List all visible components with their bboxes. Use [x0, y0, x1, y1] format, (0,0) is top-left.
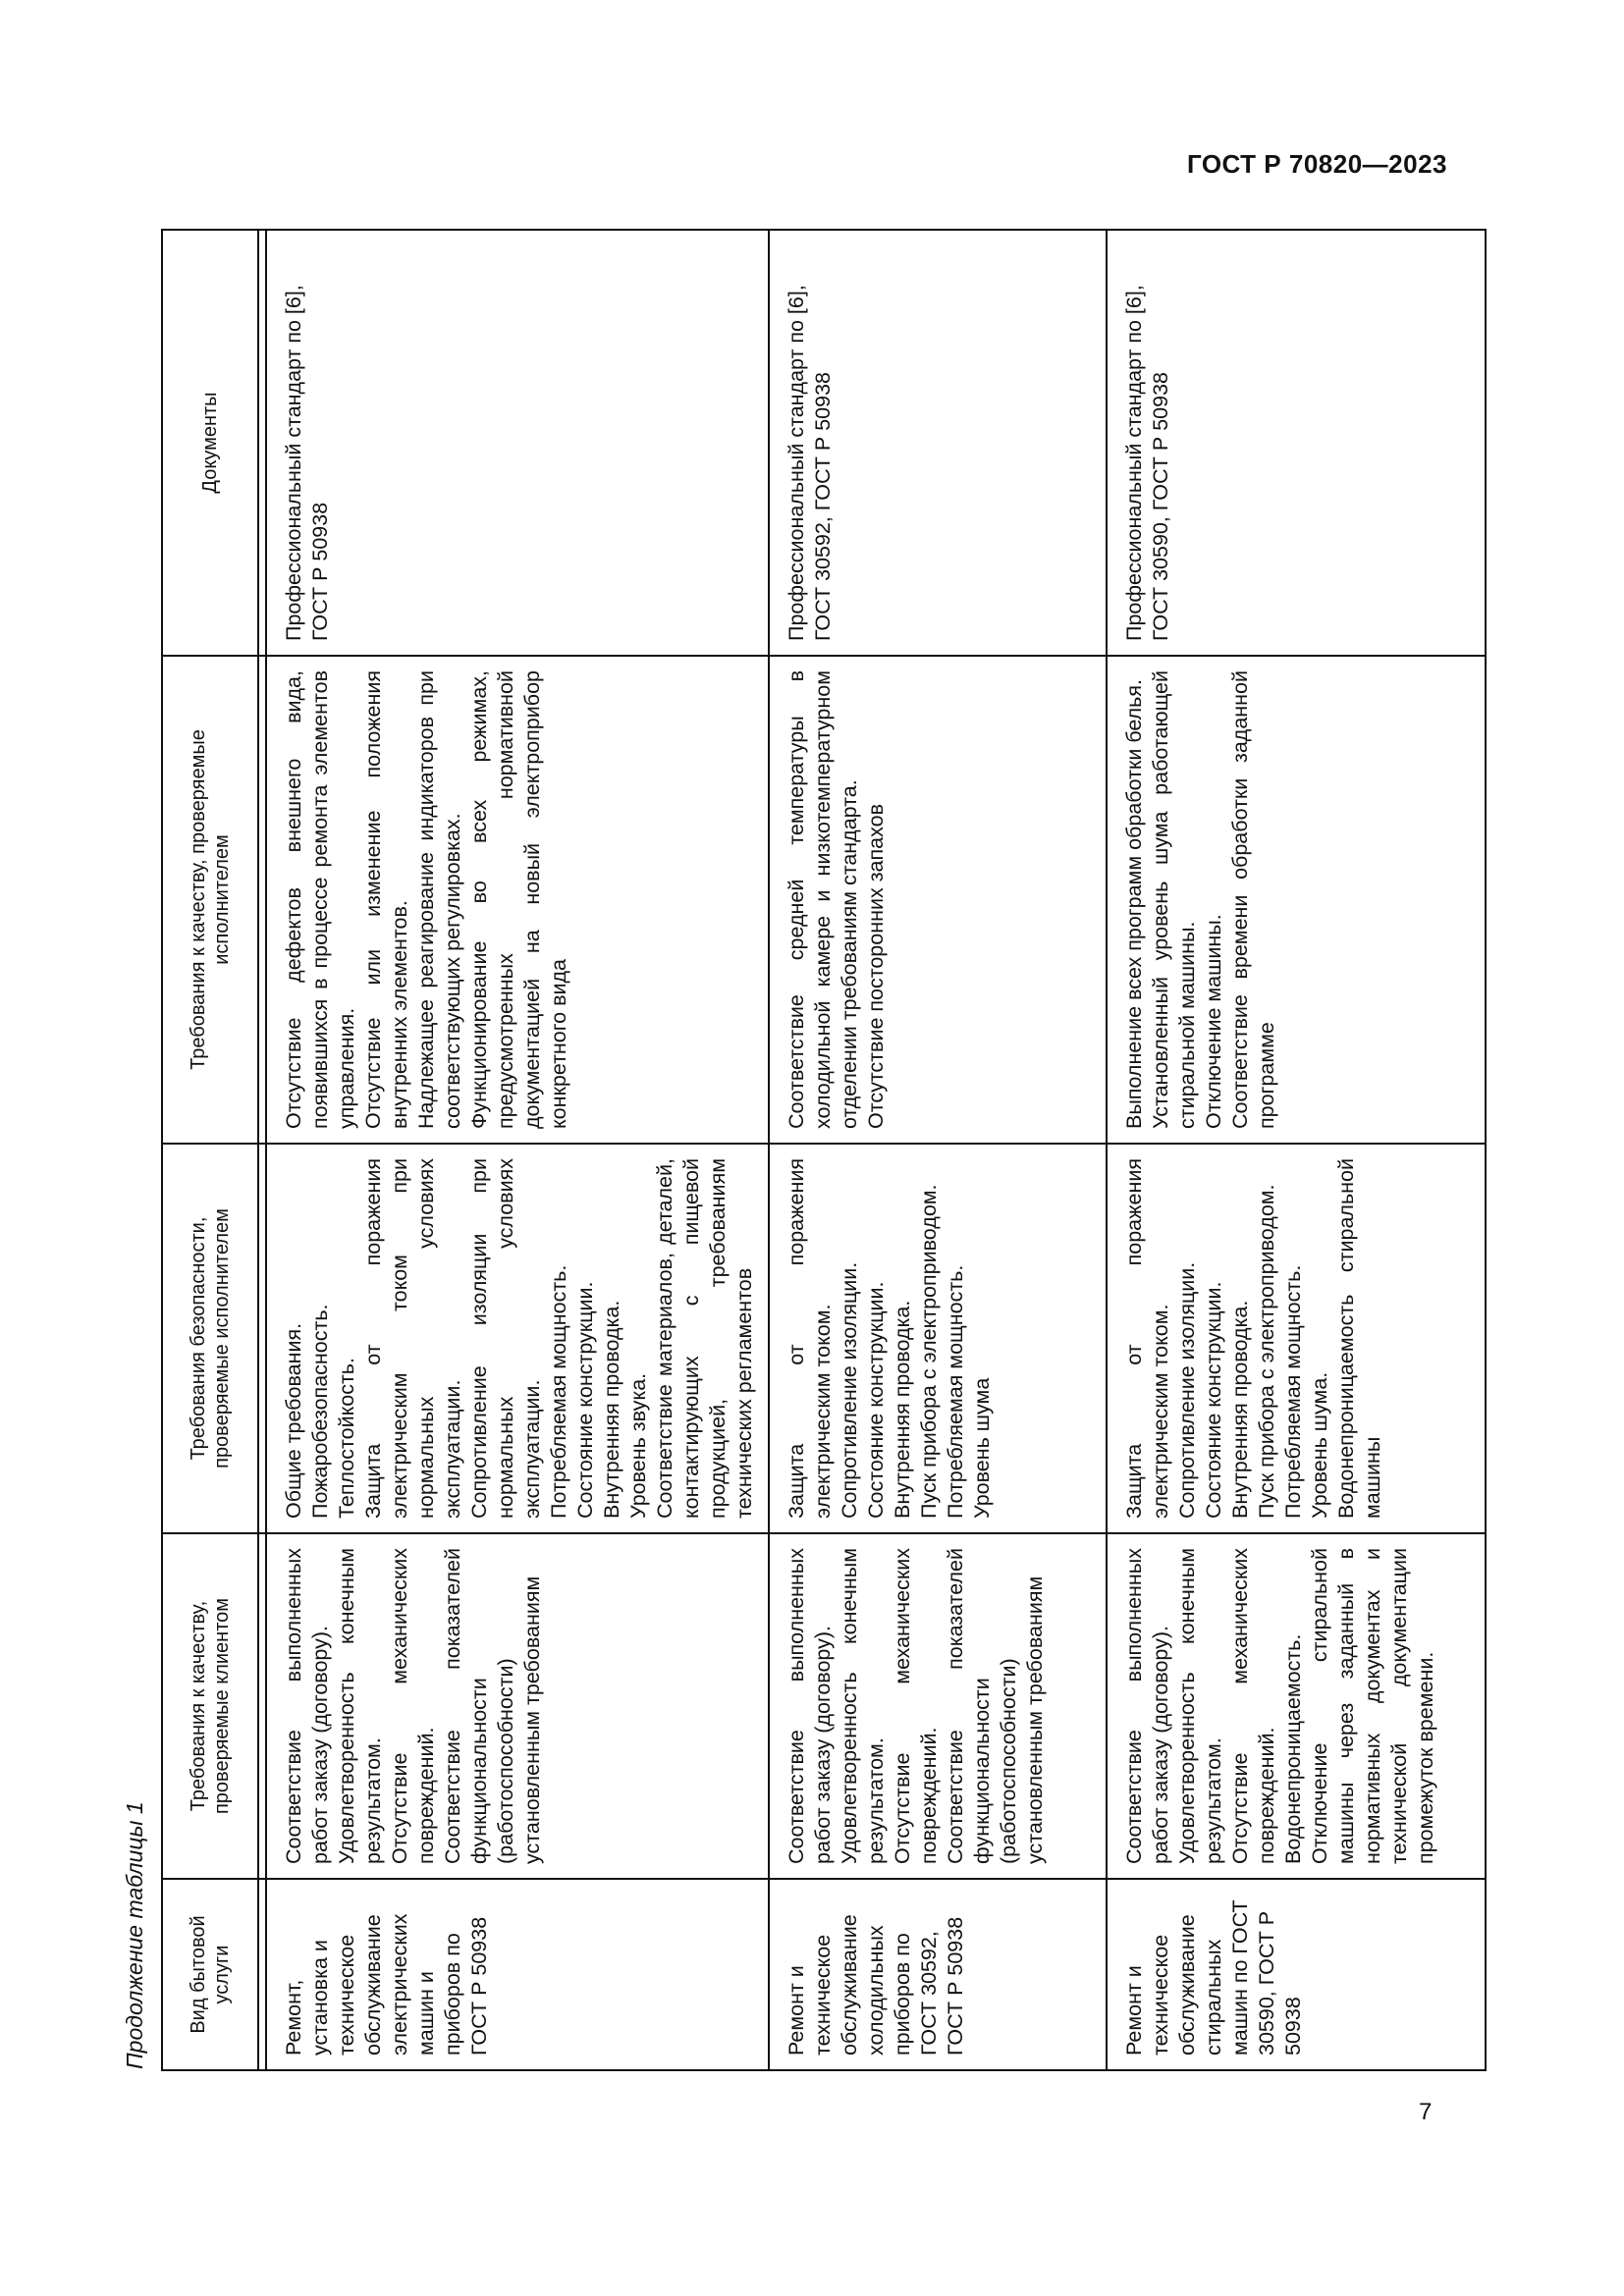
requirement-line: Соответствие выполненных работ заказу (договору).: [1122, 1548, 1172, 1864]
executor-quality-cell: [266, 656, 769, 1144]
requirement-line: Выполнение всех программ обработки белья.: [1122, 679, 1146, 1129]
column-header-documents: Документы: [162, 230, 258, 656]
requirement-line: Состояние конструкции.: [864, 1281, 888, 1519]
column-header-service: Вид бытовой услуги: [162, 1879, 258, 2070]
requirement-line: Удовлетворенность конечным результатом.: [1175, 1548, 1225, 1864]
requirement-line: Отсутствие механических повреждений.: [891, 1548, 941, 1864]
executor-quality-cell: [1107, 656, 1486, 1144]
requirement-line: Отсутствие дефектов внешнего вида, появившихся в процессе ремонта элементов управления.: [282, 670, 358, 1129]
gap-cell: [258, 1533, 266, 1879]
requirement-line: Состояние конструкции.: [573, 1281, 597, 1519]
requirement-line: Соответствие показателей функциональности (работоспособности) установленным требованиям: [944, 1548, 1047, 1864]
service-cell: Ремонт и техническое обслуживание стиральных машин по ГОСТ 30590, ГОСТ Р 50938: [1107, 1879, 1486, 2070]
requirement-line: Надлежащее реагирование индикаторов при соответствующих регулировках.: [414, 670, 464, 1129]
page-number: 7: [1419, 2099, 1433, 2125]
requirement-line: Защита от поражения электрическим током.: [785, 1158, 835, 1519]
requirement-line: Внутренняя проводка.: [600, 1300, 623, 1519]
requirements-table: [161, 229, 1487, 2071]
requirement-line: Внутренняя проводка.: [1228, 1300, 1252, 1519]
client-quality-cell: [1107, 1533, 1486, 1879]
requirement-line: Установленный уровень шума работающей стиральной машины.: [1149, 670, 1199, 1129]
gap-cell: [258, 1879, 266, 2070]
safety-cell: [266, 1144, 769, 1533]
requirement-line: Уровень шума.: [1308, 1371, 1331, 1519]
requirement-line: Уровень звука.: [626, 1372, 650, 1519]
requirement-line: Потребляемая мощность.: [944, 1264, 967, 1519]
documents-cell: Профессиональный стандарт по [6], ГОСТ 30590, ГОСТ Р 50938: [1107, 230, 1486, 656]
table-row: [769, 230, 1107, 2070]
requirement-line: Удовлетворенность конечным результатом.: [838, 1548, 888, 1864]
requirement-line: Сопротивление изоляции.: [838, 1261, 861, 1519]
documents-cell: Профессиональный стандарт по [6], ГОСТ Р 50938: [266, 230, 769, 656]
column-header-executor-quality: Требования к качеству, проверяемые исполнителем: [162, 656, 258, 1144]
requirement-line: Соответствие показателей функциональности (работоспособности) установленным требованиям: [441, 1548, 544, 1864]
requirement-line: Соответствие времени обработки заданной программе: [1228, 670, 1278, 1129]
requirement-line: Потребляемая мощность.: [547, 1264, 570, 1519]
requirement-line: Отключение стиральной машины через заданный в нормативных документах и технической документации промежуток времени.: [1308, 1548, 1437, 1864]
requirement-line: Отсутствие механических повреждений.: [1228, 1548, 1278, 1864]
table-header-row: [162, 230, 258, 2070]
header-gap-row: [258, 230, 266, 2070]
requirement-line: Пуск прибора с электроприводом.: [917, 1184, 941, 1519]
requirement-line: Функционирование во всех режимах, предусмотренных нормативной документацией на новый электроприбор конкретного вида: [467, 670, 570, 1129]
column-header-client-quality: Требования к качеству, проверяемые клиентом: [162, 1533, 258, 1879]
rotated-table-block: [110, 231, 1437, 2071]
client-quality-cell: [769, 1533, 1107, 1879]
service-cell: Ремонт и техническое обслуживание холодильных приборов по ГОСТ 30592, ГОСТ Р 50938: [769, 1879, 1107, 2070]
safety-cell: [1107, 1144, 1486, 1533]
requirement-line: Отсутствие или изменение положения внутренних элементов.: [361, 670, 411, 1129]
requirement-line: Потребляемая мощность.: [1281, 1264, 1305, 1519]
requirement-line: Соответствие средней температуры в холодильной камере и низкотемпературном отделении требованиям стандарта.: [785, 670, 861, 1129]
requirement-line: Соответствие выполненных работ заказу (договору).: [785, 1548, 835, 1864]
requirement-line: Отключение машины.: [1202, 914, 1225, 1129]
requirement-line: Общие требования.: [282, 1322, 305, 1519]
requirement-line: Уровень шума: [970, 1377, 994, 1519]
requirement-line: Водонепроницаемость стиральной машины: [1334, 1158, 1384, 1519]
table-caption: Продолжение таблицы 1: [122, 1801, 147, 2069]
requirement-line: Соответствие материалов, деталей, контактирующих с пищевой продукцией, требованиям технических регламентов: [653, 1158, 756, 1519]
requirement-line: Соответствие выполненных работ заказу (договору).: [282, 1548, 332, 1864]
table-row: [266, 230, 769, 2070]
requirement-line: Пуск прибора с электроприводом.: [1255, 1184, 1278, 1519]
documents-cell: Профессиональный стандарт по [6], ГОСТ 30592, ГОСТ Р 50938: [769, 230, 1107, 656]
requirement-line: Внутренняя проводка.: [891, 1300, 914, 1519]
requirement-line: Теплостойкость.: [335, 1358, 358, 1519]
requirement-line: Пожаробезопасность.: [308, 1304, 332, 1519]
column-header-safety: Требования безопасности, проверяемые исполнителем: [162, 1144, 258, 1533]
executor-quality-cell: [769, 656, 1107, 1144]
client-quality-cell: [266, 1533, 769, 1879]
requirement-line: Удовлетворенность конечным результатом.: [335, 1548, 385, 1864]
gap-cell: [258, 1144, 266, 1533]
requirement-line: Защита от поражения электрическим током.: [1122, 1158, 1172, 1519]
gap-cell: [258, 230, 266, 656]
requirement-line: Сопротивление изоляции при нормальных условиях эксплуатации.: [467, 1158, 544, 1519]
safety-cell: [769, 1144, 1107, 1533]
requirement-line: Отсутствие посторонних запахов: [864, 803, 888, 1129]
requirement-line: Сопротивление изоляции.: [1175, 1261, 1199, 1519]
table-row: [1107, 230, 1486, 2070]
requirement-line: Отсутствие механических повреждений.: [388, 1548, 438, 1864]
requirement-line: Состояние конструкции.: [1202, 1281, 1225, 1519]
requirement-line: Защита от поражения электрическим током при нормальных условиях эксплуатации.: [361, 1158, 464, 1519]
requirement-line: Водонепроницаемость.: [1281, 1633, 1305, 1864]
gap-cell: [258, 656, 266, 1144]
standard-code-header: ГОСТ Р 70820—2023: [1186, 149, 1447, 179]
service-cell: Ремонт, установка и техническое обслуживание электрических машин и приборов по ГОСТ Р 50938: [266, 1879, 769, 2070]
